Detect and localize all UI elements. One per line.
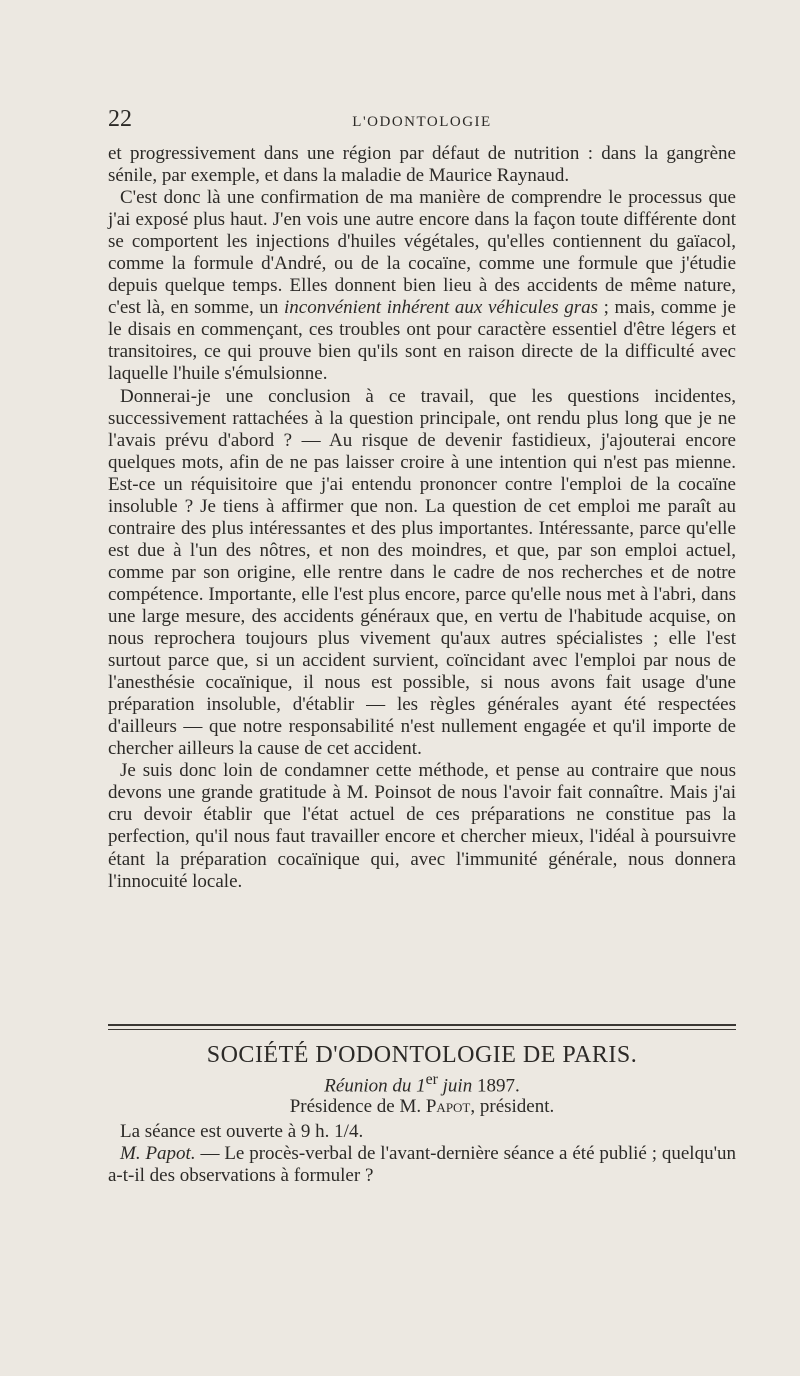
meeting-ordinal: er: [425, 1071, 438, 1088]
meeting-prefix: Réunion du 1: [324, 1075, 426, 1097]
speaker-name: M. Papot.: [120, 1143, 196, 1164]
president-name: Papot: [425, 1096, 471, 1117]
meeting-date: [108, 1071, 736, 1097]
speaker-speech: — Le procès-verbal de l'avant-dernière séance a été publié ; quelqu'un a-t-il des observations à formuler ?: [108, 1143, 737, 1186]
meeting-year: 1897.: [472, 1075, 520, 1097]
section-title: SOCIÉTÉ D'ODONTOLOGIE DE PARIS.: [206, 1042, 638, 1068]
session-opening: [108, 1121, 736, 1143]
meeting-month: juin: [437, 1075, 473, 1097]
presidency-suffix: , président.: [470, 1096, 555, 1117]
paragraph-2-start: C'est donc là une confirmation de ma manière de comprendre le processus que j'ai exposé plus haut. J'en vois une autre encore dans la façon toute différente dont se comportent les injections d'huiles végétales, qu'elles contiennent du gaïacol, comme la formule d'André, ou de la cocaïne, comme une formule que j'étudie depuis quelque temps. Elles donnent bien lieu à des accidents de même nature, c'est là, en somme, un: [108, 187, 736, 319]
opening-text: La séance est ouverte à 9 h. 1/4.: [120, 1121, 364, 1142]
paragraph-2: [108, 187, 736, 385]
paragraph-2-end: ; mais, comme je le disais en commençant, ces troubles ont pour caractère essentiel d'être légers et transitoires, ce qui prouve bien qu'ils sont en raison directe de la difficulté avec laquelle l'huile s'émulsionne.: [108, 297, 736, 385]
paragraph-3: Donnerai-je une conclusion à ce travail, que les questions incidentes, successivement rattachées à la question principale, ont rendu plus long que je ne l'avais prévu d'abord ? — Au risque de devenir fastidieux, j'ajouterai encore quelques mots, afin de ne pas laisser croire à une intention qui n'est pas mienne. Est-ce un réquisitoire que j'ai entendu prononcer contre l'emploi de la cocaïne insoluble ? Je tiens à affirmer que non. La question de cet emploi me paraît au contraire des plus intéressantes et des plus importantes. Intéressante, parce qu'elle est due à l'un des nôtres, et non des moindres, et que, par son emploi actuel, comme par son origine, elle rentre dans le cadre de nos recherches et de notre compétence. Importante, elle l'est plus encore, parce qu'elle nous met à l'abri, dans une large mesure, des accidents généraux que, en vertu de l'habitude acquise, on nous reprochera toujours plus vivement qu'aux autres spécialistes ; elle l'est surtout parce que, si un accident survient, coïncidant avec l'emploi par nous de l'anesthésie cocaïnique, il nous est possible, si nous avons fait usage d'une préparation insoluble, d'établir — les règles générales ayant été respectées d'ailleurs — que notre responsabilité n'est nullement engagée et qu'il importe de chercher ailleurs la cause de cet accident.: [108, 385, 736, 760]
running-title: L'ODONTOLOGIE: [352, 114, 492, 130]
session-dialogue: [108, 1143, 736, 1187]
paragraph-1: et progressivement dans une région par défaut de nutrition : dans la gangrène sénile, par exemple, et dans la maladie de Maurice Raynaud.: [108, 143, 736, 187]
article-body: [108, 143, 736, 893]
paragraph-4: Je suis donc loin de condamner cette méthode, et pense au contraire que nous devons une grande gratitude à M. Poinsot de nous l'avoir fait connaître. Mais j'ai cru devoir établir que l'état actuel de ces préparations ne constitue pas la perfection, qu'il nous faut travailler encore et chercher mieux, l'idéal à poursuivre étant la préparation cocaïnique qui, avec l'immunité générale, nous donnera l'innocuité locale.: [108, 760, 736, 892]
presidency-line: [108, 1096, 736, 1118]
section-divider: [108, 1024, 736, 1030]
page-header: [108, 106, 736, 136]
presidency-prefix: Présidence de M.: [289, 1096, 426, 1117]
page-number: 22: [108, 106, 132, 132]
paragraph-2-emphasis: inconvénient inhérent aux véhicules gras: [284, 297, 599, 319]
